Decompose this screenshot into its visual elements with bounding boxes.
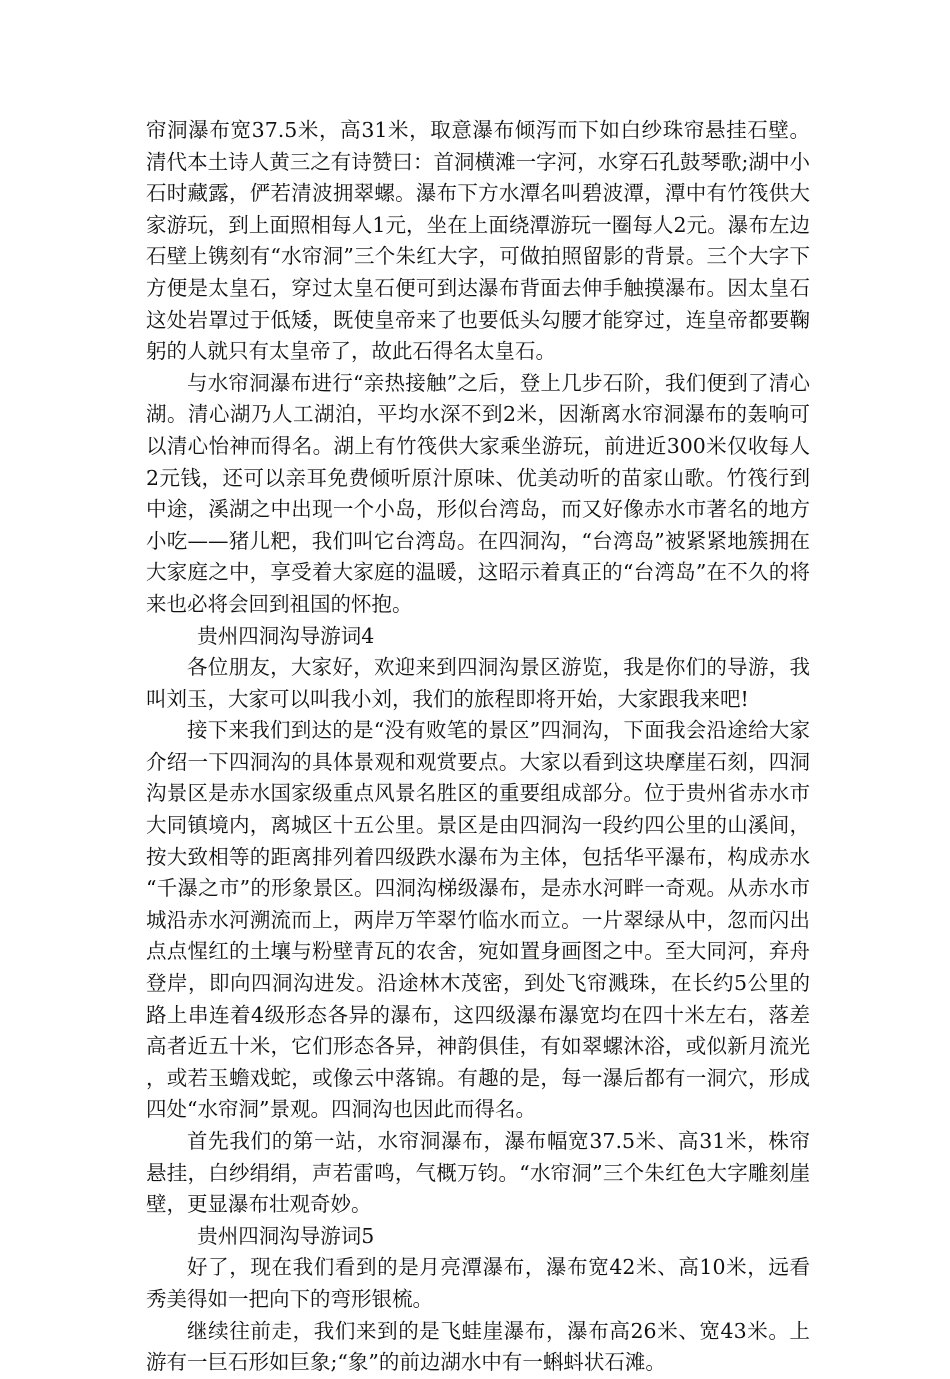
paragraph-greeting: 各位朋友，大家好，欢迎来到四洞沟景区游览，我是你们的导游，我叫刘玉，大家可以叫我小刘，我们的旅程即将开始，大家跟我来吧! (146, 655, 810, 711)
paragraph-shuiliandong-intro: 帘洞瀑布宽37.5米，高31米，取意瀑布倾泻而下如白纱珠帘悬挂石壁。清代本土诗人黄三之有诗赞曰：首洞横滩一字河，水穿石孔鼓琴歌;湖中小石时藏露，俨若清波拥翠螺。瀑布下方水潭名叫碧波潭，潭中有竹筏供大家游玩，到上面照相每人1元，坐在上面绕潭游玩一圈每人2元。瀑布左边石壁上镌刻有“水帘洞”三个朱红大字，可做拍照留影的背景。三个大字下方便是太皇石，穿过太皇石便可到达瀑布背面去伸手触摸瀑布。因太皇石这处岩罩过于低矮，既使皇帝来了也要低头勾腰才能穿过，连皇帝都要鞠躬的人就只有太皇帝了，故此石得名太皇石。 (146, 118, 810, 364)
paragraph-first-stop: 首先我们的第一站，水帘洞瀑布，瀑布幅宽37.5米、高31米，株帘悬挂，白纱绢绢，声若雷鸣，气概万钧。“水帘洞”三个朱红色大字雕刻崖壁，更显瀑布壮观奇妙。 (146, 1129, 810, 1217)
paragraph-frog-cliff: 继续往前走，我们来到的是飞蛙崖瀑布，瀑布高26米、宽43米。上游有一巨石形如巨象;“象”的前边湖水中有一蝌蚪状石滩。 (146, 1318, 810, 1375)
paragraph-moon-pool: 好了，现在我们看到的是月亮潭瀑布，瀑布宽42米、高10米，远看秀美得如一把向下的弯形银梳。 (146, 1255, 810, 1311)
paragraph-sidonggou-overview: 接下来我们到达的是“没有败笔的景区”四洞沟，下面我会沿途给大家介绍一下四洞沟的具体景观和观赏要点。大家以看到这块摩崖石刻，四洞沟景区是赤水国家级重点风景名胜区的重要组成部分。位于贵州省赤水市大同镇境内，离城区十五公里。景区是由四洞沟一段约四公里的山溪间，按大致相等的距离排列着四级跌水瀑布为主体，包括华平瀑布，构成赤水“千瀑之市”的形象景区。四洞沟梯级瀑布，是赤水河畔一奇观。从赤水市城沿赤水河溯流而上，两岸万竿翠竹临水而立。一片翠绿从中，忽而闪出点点惺红的土壤与粉壁青瓦的农舍，宛如置身画图之中。至大同河，弃舟登岸，即向四洞沟进发。沿途林木茂密，到处飞帘溅珠，在长约5公里的路上串连着4级形态各异的瀑布，这四级瀑布瀑宽均在四十米左右，落差高者近五十米，它们形态各异，神韵俱佳，有如翠螺沐浴，或似新月流光，或若玉蟾戏蛇，或像云中落锦。有趣的是，每一瀑后都有一洞穴，形成四处“水帘洞”景观。四洞沟也因此而得名。 (146, 718, 810, 1122)
document-body (146, 115, 810, 1379)
section-heading-5: 贵州四洞沟导游词5 (197, 1223, 375, 1248)
section-heading-4: 贵州四洞沟导游词4 (197, 623, 375, 648)
paragraph-qingxin-lake: 与水帘洞瀑布进行“亲热接触”之后，登上几步石阶，我们便到了清心湖。清心湖乃人工湖泊，平均水深不到2米，因渐离水帘洞瀑布的轰响可以清心怡神而得名。湖上有竹筏供大家乘坐游玩，前进近300米仅收每人2元钱，还可以亲耳免费倾听原汁原味、优美动听的苗家山歌。竹筏行到中途，溪湖之中出现一个小岛，形似台湾岛，而又好像赤水市著名的地方小吃——猪儿粑，我们叫它台湾岛。在四洞沟，“台湾岛”被紧紧地簇拥在大家庭之中，享受着大家庭的温暖，这昭示着真正的“台湾岛”在不久的将来也必将会回到祖国的怀抱。 (146, 370, 810, 616)
